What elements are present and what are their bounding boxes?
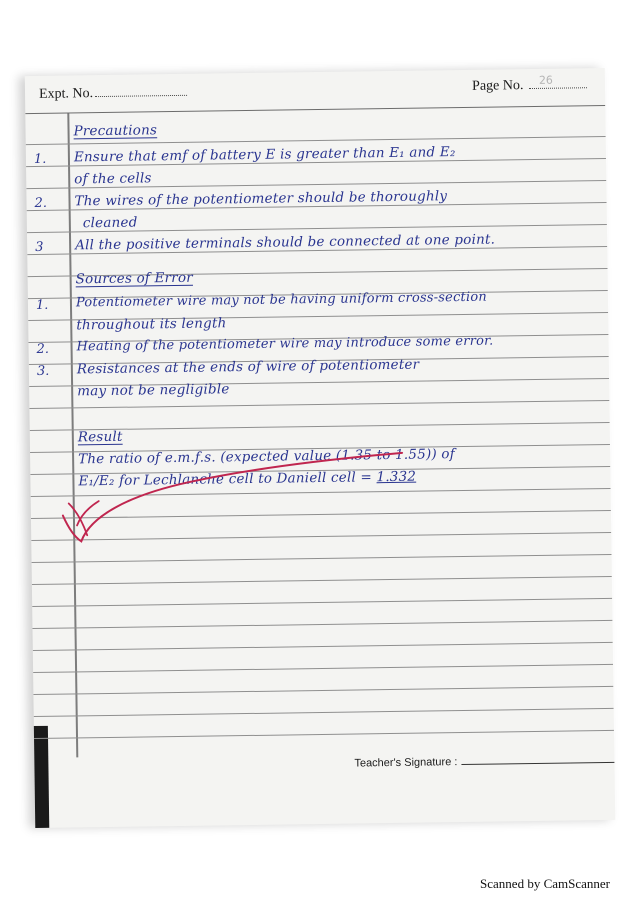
ruled-line [32, 554, 612, 563]
precaution-line: All the positive terminals should be connected at one point. [75, 231, 496, 254]
precaution-number: 1. [33, 151, 47, 167]
error-line: may not be negligible [77, 381, 230, 400]
notebook-page [25, 68, 615, 828]
precaution-line: The wires of the potentiometer should be thoroughly [74, 188, 448, 210]
ruled-line [34, 730, 614, 739]
expt-label: Expt. No. [38, 86, 94, 102]
ruled-line [32, 598, 612, 607]
error-number: 3. [36, 363, 50, 379]
signature-label: Teacher's Signature : [354, 756, 458, 770]
error-line: Resistances at the ends of wire of potentiometer [76, 356, 420, 378]
ruled-line [33, 642, 613, 651]
ruled-line [32, 620, 612, 629]
error-line: Potentiometer wire may not be having uniform cross-section [75, 289, 487, 311]
precaution-line: Ensure that emf of battery E is greater than E₁ and E₂ [73, 144, 456, 166]
precaution-number: 2. [34, 195, 48, 211]
precaution-line: of the cells [74, 170, 152, 188]
page-dotted-line [529, 73, 587, 89]
scanner-watermark: Scanned by CamScanner [480, 876, 610, 891]
ruled-line [32, 576, 612, 585]
expt-dotted-line [95, 84, 187, 97]
page-number-field [472, 73, 587, 95]
experiment-number-field [39, 84, 187, 103]
ruled-line [34, 708, 614, 717]
ruled-line [33, 686, 613, 695]
page-header [25, 68, 605, 114]
precaution-number: 3 [35, 239, 44, 255]
error-line: Heating of the potentiometer wire may introduce some error. [76, 333, 494, 355]
result-heading: Result [77, 428, 123, 446]
result-line-1: The ratio of e.m.f.s. (expected value (1.35 to 1.55)) of [78, 446, 456, 468]
precaution-line: cleaned [82, 214, 138, 232]
error-number: 1. [35, 297, 49, 313]
result-value: 1.332 [376, 468, 417, 486]
result-formula: E₁/E₂ for Lechlanche cell to Daniell cell = [78, 469, 373, 490]
ruled-line [33, 664, 613, 673]
teacher-tick-mark [50, 451, 411, 546]
page-number: 26 [538, 73, 553, 87]
sources-of-error-heading: Sources of Error [75, 269, 193, 288]
teacher-signature-field [354, 754, 615, 770]
precautions-heading: Precautions [73, 122, 158, 140]
error-number: 2. [36, 341, 50, 357]
error-line: throughout its length [76, 315, 227, 334]
signature-line [461, 762, 615, 765]
ruled-line [29, 400, 609, 409]
page-label: Page No. [472, 78, 524, 94]
